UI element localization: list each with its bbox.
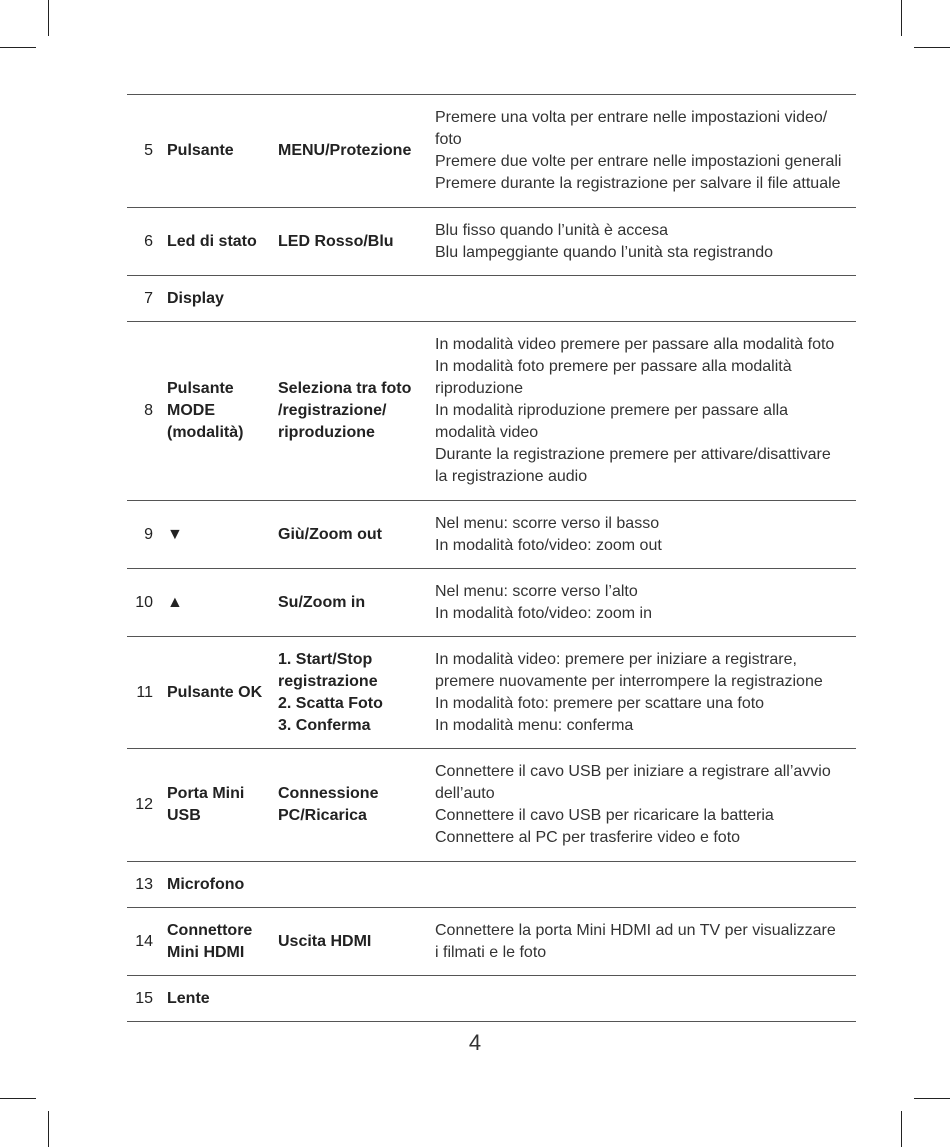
component-function: Su/Zoom in	[278, 593, 366, 611]
component-description: In modalità video: premere per iniziare a registrare, premere nuovamente per interrompere la registrazione In modalità foto: premere per scattare una foto In modalità menu: conferma	[435, 650, 823, 734]
component-function: Giù/Zoom out	[278, 525, 382, 543]
table-row	[127, 636, 856, 748]
row-number: 9	[144, 525, 153, 543]
component-function: 1. Start/Stop registrazione 2. Scatta Foto 3. Conferma	[278, 650, 383, 734]
row-number: 12	[135, 796, 153, 813]
table-row	[127, 568, 856, 636]
row-number: 11	[136, 683, 153, 701]
component-name: Led di stato	[167, 232, 257, 250]
component-description: Connettere il cavo USB per iniziare a registrare all’avvio dell’auto Connettere il cavo USB per ricaricare la batteria Connettere al PC per trasferire video e foto	[435, 763, 831, 846]
row-number: 8	[144, 402, 153, 419]
row-number: 14	[135, 932, 153, 950]
row-number: 13	[135, 875, 153, 893]
component-name: Pulsante	[167, 142, 234, 159]
table-row	[127, 861, 856, 907]
table-row	[127, 275, 856, 321]
table-row	[127, 94, 856, 207]
component-name: Connettore Mini HDMI	[167, 921, 253, 961]
component-function: Connessione PC/Ricarica	[278, 785, 379, 824]
component-name: Display	[167, 289, 224, 307]
component-description: In modalità video premere per passare alla modalità foto In modalità foto premere per passare alla modalità riproduzione In modalità riproduzione premere per passare alla modalità video Durante la registrazione premere per attivare/disattivare la registrazione audio	[435, 336, 835, 485]
up-arrow-icon: ▲	[167, 593, 183, 611]
crop-mark	[48, 1111, 49, 1147]
table-row	[127, 207, 856, 275]
component-description: Connettere la porta Mini HDMI ad un TV per visualizzare i filmati e le foto	[435, 921, 836, 961]
component-name: Porta Mini USB	[167, 785, 245, 824]
row-number: 6	[144, 232, 153, 250]
component-name: Microfono	[167, 875, 245, 893]
row-number: 15	[135, 989, 153, 1007]
row-number: 5	[144, 142, 153, 159]
table-row	[127, 748, 856, 861]
component-name: Pulsante MODE (modalità)	[167, 380, 244, 441]
component-name: Pulsante OK	[167, 683, 263, 701]
component-description: Premere una volta per entrare nelle impostazioni video/ foto Premere due volte per entrare nelle impostazioni generali Premere durante la registrazione per salvare il file attuale	[435, 109, 842, 192]
table-row	[127, 321, 856, 500]
crop-mark	[0, 1098, 36, 1099]
row-number: 7	[144, 289, 153, 307]
component-description: Blu fisso quando l’unità è accesa Blu lampeggiante quando l’unità sta registrando	[435, 221, 774, 261]
component-function: Uscita HDMI	[278, 932, 372, 950]
component-function: MENU/Protezione	[278, 142, 412, 159]
component-function: LED Rosso/Blu	[278, 232, 394, 250]
table-row	[127, 907, 856, 975]
crop-mark	[901, 1111, 902, 1147]
component-name: Lente	[167, 989, 210, 1007]
page-number: 4	[468, 1030, 482, 1055]
crop-mark	[0, 47, 36, 48]
crop-mark	[901, 0, 902, 36]
crop-mark	[914, 47, 950, 48]
table-row	[127, 500, 856, 568]
crop-mark	[48, 0, 49, 36]
component-function: Seleziona tra foto /registrazione/ riproduzione	[278, 380, 412, 441]
row-number: 10	[135, 593, 153, 611]
component-description: Nel menu: scorre verso il basso In modalità foto/video: zoom out	[435, 514, 662, 554]
component-description: Nel menu: scorre verso l’alto In modalità foto/video: zoom in	[435, 582, 653, 622]
table-row	[127, 975, 856, 1022]
down-arrow-icon: ▼	[167, 525, 183, 543]
crop-mark	[914, 1098, 950, 1099]
